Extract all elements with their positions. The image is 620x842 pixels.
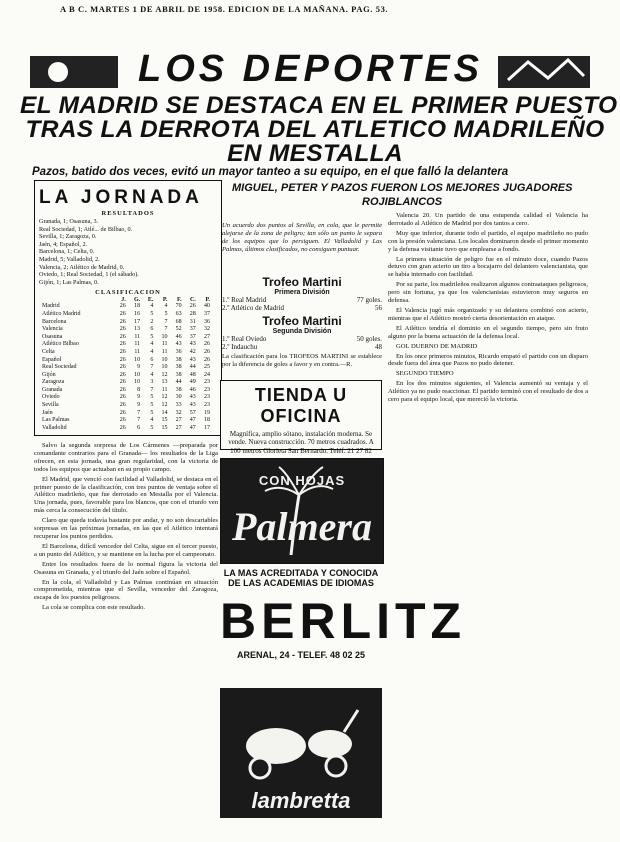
table-row: [41, 394, 211, 402]
ad-berlitz-line-1: LA MAS ACREDITADA Y CONOCIDA: [223, 568, 379, 578]
stat-cell: 26: [119, 379, 126, 386]
stat-cell: 9: [137, 394, 141, 401]
ad-palmera: [220, 458, 384, 564]
stat-cell: 26: [119, 402, 126, 409]
stat-cell: 26: [119, 364, 126, 371]
stat-cell: 43: [175, 341, 182, 348]
stat-cell: 9: [137, 402, 141, 409]
trofeo-2-rows: [222, 335, 382, 351]
trofeo-goals: 56: [375, 304, 382, 312]
team-name: Madrid: [42, 303, 60, 310]
stat-cell: 5: [150, 409, 154, 416]
stat-cell: 5: [150, 310, 154, 317]
stat-cell: 26: [119, 310, 126, 317]
stat-cell: 13: [161, 379, 168, 386]
stat-cell: 18: [204, 417, 210, 424]
trofeo-row: [222, 296, 382, 304]
article-paragraph: Claro que queda todavía bastante por andar, y no son descartables sorpresas en las próximas jornadas, en las que el Atlético intentará recuperar los puntos perdidos.: [34, 517, 218, 540]
stat-cell: 26: [204, 348, 210, 355]
stat-cell: 6: [137, 424, 141, 431]
result-item: Granada, 1; Osasuna, 3.: [39, 218, 99, 225]
team-name: Osasuna: [42, 333, 63, 340]
article-paragraph: En los once primeros minutos, Ricardo empató el partido con un disparo desde fuera del área que Pazos no pudo detener.: [388, 352, 588, 368]
trofeo-2-division: Segunda División: [272, 328, 332, 335]
table-row: [41, 319, 211, 327]
stat-cell: 40: [204, 303, 210, 310]
table-row: [41, 402, 211, 410]
result-item: Barcelona, 1; Celta, 0.: [39, 248, 95, 256]
stat-cell: 43: [189, 402, 196, 409]
classification-column-header: J.: [121, 297, 126, 304]
ad-palmera-brand: Palmera: [232, 504, 372, 549]
stat-cell: 27: [175, 424, 182, 431]
right-article-column: [388, 212, 588, 824]
result-item: Jaén, 4; Español, 2.: [39, 240, 88, 248]
subhead-left: Pazos, batido dos veces, evitó un mayor tanteo a su equipo, en el que falló la delantera: [32, 166, 509, 178]
trofeo-goals: 77 goles.: [356, 296, 382, 304]
stat-cell: 26: [119, 326, 126, 333]
stat-cell: 38: [175, 364, 182, 371]
table-row: [41, 334, 211, 342]
stat-cell: 28: [189, 310, 196, 317]
stat-cell: 19: [204, 409, 210, 416]
classification-column-header: E.: [147, 297, 154, 304]
result-item: Real Sociedad, 1; Atlé... de Bilbao, 0.: [39, 225, 133, 233]
stat-cell: 26: [204, 356, 210, 363]
trofeo-row: [222, 304, 382, 312]
stat-cell: 37: [204, 310, 210, 317]
trofeo-1-division: Primera División: [274, 289, 330, 296]
table-row: [41, 372, 211, 380]
scooter-icon: [220, 692, 382, 792]
ad-lambretta-brand: lambretta: [251, 788, 351, 813]
table-row: [41, 410, 211, 418]
stat-cell: 5: [150, 394, 154, 401]
result-item: Gijón, 1; Las Palmas, 0.: [39, 278, 99, 286]
stat-cell: 38: [175, 356, 182, 363]
trofeo-team: 1.º Real Madrid: [222, 296, 267, 304]
stat-cell: 27: [204, 333, 210, 340]
stat-cell: 37: [189, 333, 196, 340]
section-title: LOS DEPORTES: [138, 48, 484, 90]
stat-cell: 36: [175, 348, 182, 355]
subhead-right-1: MIGUEL, PETER Y PAZOS FUERON LOS MEJORES JUGADORES: [232, 182, 573, 194]
result-item: Oviedo, 1; Real Sociedad, 1 (el sábado).: [39, 271, 139, 279]
result-item: Valencia, 2; Atlético de Madrid, 0.: [39, 263, 125, 271]
stat-cell: 25: [204, 364, 210, 371]
article-paragraph: Entre los resultados fuera de lo normal figura la victoria del Osasuna en Granada, y el triunfo del Jaén sobre el Español.: [34, 560, 218, 576]
stat-cell: 23: [204, 386, 210, 393]
stat-cell: 4: [150, 417, 154, 424]
article-paragraph: Salvo la segunda sorpresa de Los Cármenes —preparada por comandante contrarios para el Granada— los resultados de la Liga ofrecen, en esta jornada, una gran regularidad, con la victoria de todos los equipos que actuaban en su propio campo.: [34, 442, 218, 473]
trofeo-team: 1.º Real Oviedo: [222, 335, 267, 343]
banner-right-figure: [498, 56, 590, 88]
result-item: Sevilla, 1; Zaragoza, 0.: [39, 233, 97, 241]
stat-cell: 17: [134, 318, 141, 325]
stat-cell: 9: [137, 364, 141, 371]
stat-cell: 44: [175, 379, 182, 386]
ad-tienda-oficina: [220, 380, 382, 455]
trofeo-2-title: Trofeo Martini: [262, 314, 342, 328]
classification-table: [41, 297, 211, 432]
stat-cell: 8: [137, 386, 141, 393]
team-name: Celta: [42, 348, 55, 355]
stat-cell: 49: [189, 379, 196, 386]
article-paragraph: GOL DUERNO DE MADRID: [396, 342, 478, 350]
stat-cell: 26: [119, 348, 126, 355]
headline-line-1: EL MADRID SE DESTACA EN EL PRIMER PUESTO: [20, 92, 618, 119]
stat-cell: 26: [119, 424, 126, 431]
stat-cell: 11: [161, 386, 168, 393]
stat-cell: 7: [150, 364, 154, 371]
classification-column-header: G.: [133, 297, 141, 304]
stat-cell: 26: [119, 409, 126, 416]
result-item: Madrid, 5; Valladolid, 2.: [39, 255, 100, 263]
table-row: [41, 349, 211, 357]
table-row: [41, 357, 211, 365]
trofeo-2-block: [222, 314, 382, 368]
stat-cell: 14: [161, 409, 168, 416]
table-row: [41, 379, 211, 387]
trofeo-1-title: Trofeo Martini: [262, 275, 342, 289]
stat-cell: 5: [150, 333, 154, 340]
stat-cell: 6: [150, 326, 154, 333]
stat-cell: 44: [189, 364, 196, 371]
stat-cell: 48: [189, 371, 196, 378]
table-row: [41, 364, 211, 372]
stat-cell: 23: [204, 394, 210, 401]
stat-cell: 5: [150, 424, 154, 431]
article-paragraph: En los dos minutos siguientes, el Valencia aumentó su ventaja y el Atlético ya no pudo reaccionar. El partido terminó con el resultado de dos a cero para el equipo local, que mereció la victoria.: [388, 380, 588, 404]
stat-cell: 43: [189, 356, 196, 363]
stat-cell: 6: [150, 356, 154, 363]
stat-cell: 36: [204, 318, 210, 325]
trofeo-row: [222, 335, 382, 343]
team-name: Español: [42, 356, 62, 363]
article-paragraph: SEGUNDO TIEMPO: [396, 370, 454, 378]
ball-icon: [48, 62, 68, 82]
stat-cell: 52: [175, 326, 182, 333]
stat-cell: 4: [150, 348, 154, 355]
team-name: Barcelona: [42, 318, 67, 325]
stat-cell: 12: [161, 402, 168, 409]
stat-cell: 26: [119, 394, 126, 401]
jornada-box: [34, 180, 222, 436]
classification-body: [41, 303, 211, 432]
stat-cell: 42: [189, 348, 196, 355]
stat-cell: 5: [164, 310, 168, 317]
ad-berlitz-line-2: DE LAS ACADEMIAS DE IDIOMAS: [228, 578, 374, 588]
stat-cell: 26: [189, 303, 196, 310]
stat-cell: 2: [150, 318, 154, 325]
stat-cell: 10: [134, 356, 141, 363]
stat-cell: 23: [204, 402, 210, 409]
stat-cell: 11: [161, 348, 168, 355]
stat-cell: 10: [161, 333, 168, 340]
stat-cell: 27: [175, 417, 182, 424]
stat-cell: 7: [137, 417, 141, 424]
page-header-line: A B C. MARTES 1 DE ABRIL DE 1958. EDICION DE LA MAÑANA. PAG. 53.: [60, 4, 389, 14]
team-name: Valencia: [42, 326, 63, 333]
trofeo-1-rows: [222, 296, 382, 312]
team-name: Jaén: [42, 409, 53, 416]
headline-line-3: EN MESTALLA: [227, 140, 403, 167]
team-name: Atlético Madrid: [42, 310, 81, 317]
stat-cell: 11: [134, 333, 141, 340]
ad-berlitz-brand: BERLITZ: [220, 593, 467, 649]
stat-cell: 46: [175, 333, 182, 340]
team-name: Sevilla: [42, 402, 59, 409]
classification-column-header: F.: [177, 297, 182, 304]
stat-cell: 68: [175, 318, 182, 325]
stat-cell: 10: [161, 356, 168, 363]
stat-cell: 11: [134, 341, 141, 348]
stat-cell: 12: [161, 371, 168, 378]
stat-cell: 43: [189, 394, 196, 401]
classification-label: CLASIFICACION: [95, 289, 161, 297]
stat-cell: 7: [137, 409, 141, 416]
stat-cell: 26: [119, 333, 126, 340]
article-paragraph: El Madrid, que venció con facilidad al Valladolid, se destaca en el primer puesto de la clasificación, con tres puntos de ventaja sobre el Atlético madrileño, que fue derrotado en Mestalla por el Valencia. Una jornada, pues, favorable para los blancos, que con el triunfo ven más cerca la consecución del título.: [34, 475, 218, 515]
trofeo-1-block: [222, 275, 382, 312]
stat-cell: 47: [189, 424, 196, 431]
left-article-column: [34, 442, 218, 824]
ad-palmera-top: CON HOJAS: [258, 473, 346, 488]
results-label: RESULTADOS: [101, 210, 155, 217]
stat-cell: 38: [175, 371, 182, 378]
team-name: Oviedo: [42, 394, 60, 401]
stat-cell: 4: [164, 303, 168, 310]
team-name: Real Sociedad: [42, 364, 77, 371]
stat-cell: 31: [189, 318, 196, 325]
stat-cell: 7: [164, 326, 168, 333]
article-paragraph: La primera situación de peligro fue en el minuto doce, cuando Pazos detuvo con gran acierto un tiro a bocajarro del delantero valencianista, que se había internado con facilidad.: [388, 255, 588, 279]
classification-column-header: C.: [189, 297, 196, 304]
article-paragraph: Muy que inferior, durante todo el partido, el equipo madrileño no pudo con la presión valenciana. Los locales dominaron desde el primer momento y la defensa visitante tuvo que emplearse a fondo.: [388, 229, 588, 253]
stat-cell: 26: [119, 371, 126, 378]
classification-column-header: P.: [162, 297, 168, 304]
stat-cell: 57: [189, 409, 196, 416]
section-banner: [28, 50, 594, 92]
trofeo-goals: 48: [375, 343, 382, 351]
stat-cell: 70: [175, 303, 182, 310]
ad-lambretta: [220, 688, 382, 818]
team-name: Zaragoza: [42, 379, 65, 386]
stat-cell: 4: [150, 303, 154, 310]
trofeo-team: 2.º Atlético de Madrid: [222, 304, 285, 312]
stat-cell: 5: [150, 402, 154, 409]
trofeo-goals: 50 goles.: [356, 335, 382, 343]
stat-cell: 38: [175, 386, 182, 393]
table-row: [41, 303, 211, 311]
stat-cell: 3: [150, 379, 154, 386]
ad-tienda-text: Magnífica, amplio sótano, instalación moderna. Se vende. Nueva construcción. 70 metros cuadrados. A 100 metros Glorieta San Bernardo. Teléf. 21 27 82: [228, 430, 374, 455]
classification-column-header: P.: [205, 297, 210, 304]
stat-cell: 11: [134, 348, 141, 355]
team-name: Valladolid: [42, 424, 67, 431]
trofeo-row: [222, 343, 382, 351]
stat-cell: 26: [119, 303, 126, 310]
stat-cell: 4: [150, 371, 154, 378]
team-name: Granada: [42, 386, 63, 393]
article-paragraph: Por su parte, los madrileños realizaron algunos contraataques peligrosos, pero sin fortuna, ya que los valencianistas estuvieron muy seguros en defensa.: [388, 281, 588, 305]
article-paragraph: En la cola, el Valladolid y Las Palmas continúan en situación comprometida, mientras que el Sevilla, vencedor del Zaragoza, escapa de los puestos peligrosos.: [34, 578, 218, 602]
stat-cell: 7: [150, 386, 154, 393]
stat-cell: 15: [161, 424, 168, 431]
stat-cell: 26: [119, 417, 126, 424]
results-list: [35, 218, 221, 286]
stat-cell: 32: [204, 326, 210, 333]
stat-cell: 47: [189, 417, 196, 424]
stat-cell: 12: [161, 394, 168, 401]
stat-cell: 15: [161, 417, 168, 424]
table-row: [41, 417, 211, 425]
stat-cell: 26: [204, 341, 210, 348]
trofeo-team: 2.º Indauchu: [222, 343, 258, 351]
ad-tienda-title: TIENDA U OFICINA: [254, 385, 348, 426]
stat-cell: 10: [134, 379, 141, 386]
article-paragraph: Valencia 20. Un partido de una estupenda calidad el Valencia ha derrotado al Atlético de Madrid por dos tantos a cero.: [388, 212, 588, 227]
center-top-text: Un acuerdo dos puntos al Sevilla, en cola, que le permite alejarse de la zona de peligro; tan sólo un punto le separa de los equipos que lo persiguen. El Valladolid y Las Palmas, últimos clasificados, no consiguen puntuar.: [222, 222, 382, 253]
stat-cell: 33: [175, 402, 182, 409]
article-paragraph: La cola se complica con este resultado.: [42, 604, 146, 612]
article-paragraph: El Atlético tendría el dominio en el segundo tiempo, pero sin fruto alguno por la buena actuación de la defensa local.: [388, 324, 588, 340]
team-name: Gijón: [42, 371, 56, 378]
stat-cell: 24: [204, 371, 210, 378]
ad-berlitz-address: ARENAL, 24 - TELEF. 48 02 25: [236, 650, 366, 660]
stat-cell: 26: [119, 318, 126, 325]
stat-cell: 23: [204, 379, 210, 386]
article-paragraph: El Valencia jugó más organizado y su delantera combinó con acierto, mientras que el Atlético mostró cierta desorientación en ataque.: [388, 306, 588, 322]
stat-cell: 32: [175, 409, 182, 416]
stat-cell: 7: [164, 318, 168, 325]
table-row: [41, 387, 211, 395]
team-name: Las Palmas: [42, 417, 70, 424]
stat-cell: 11: [161, 341, 168, 348]
stat-cell: 10: [161, 364, 168, 371]
stat-cell: 30: [175, 394, 182, 401]
stat-cell: 26: [119, 341, 126, 348]
ad-berlitz: [220, 566, 467, 678]
headline-line-2: TRAS LA DERROTA DEL ATLETICO MADRILEÑO: [25, 116, 605, 143]
stat-cell: 37: [189, 326, 196, 333]
table-row: [41, 311, 211, 319]
stat-cell: 16: [134, 310, 141, 317]
stat-cell: 46: [189, 386, 196, 393]
stat-cell: 13: [134, 326, 141, 333]
stat-cell: 43: [189, 341, 196, 348]
stat-cell: 26: [119, 386, 126, 393]
trofeo-2-note: La clasificación para los TROFEOS MARTINI se establece por la diferencia de goles a favor y en contra.—R.: [222, 353, 382, 368]
stat-cell: 26: [119, 356, 126, 363]
subhead-right-2: ROJIBLANCOS: [362, 196, 443, 208]
stat-cell: 4: [150, 341, 154, 348]
stat-cell: 10: [134, 371, 141, 378]
table-row: [41, 341, 211, 349]
team-name: Atlético Bilbao: [42, 341, 79, 348]
banner-left-figure: [30, 56, 118, 88]
table-row: [41, 425, 211, 433]
stat-cell: 63: [175, 310, 182, 317]
table-row: [41, 326, 211, 334]
stat-cell: 18: [134, 303, 141, 310]
stat-cell: 17: [204, 424, 210, 431]
article-paragraph: El Barcelona, difícil vencedor del Celta, sigue en el tercer puesto, a un punto del Atlético, y se mantiene en la lucha por el campeonato.: [34, 542, 218, 558]
jornada-title: LA JORNADA: [39, 187, 203, 208]
